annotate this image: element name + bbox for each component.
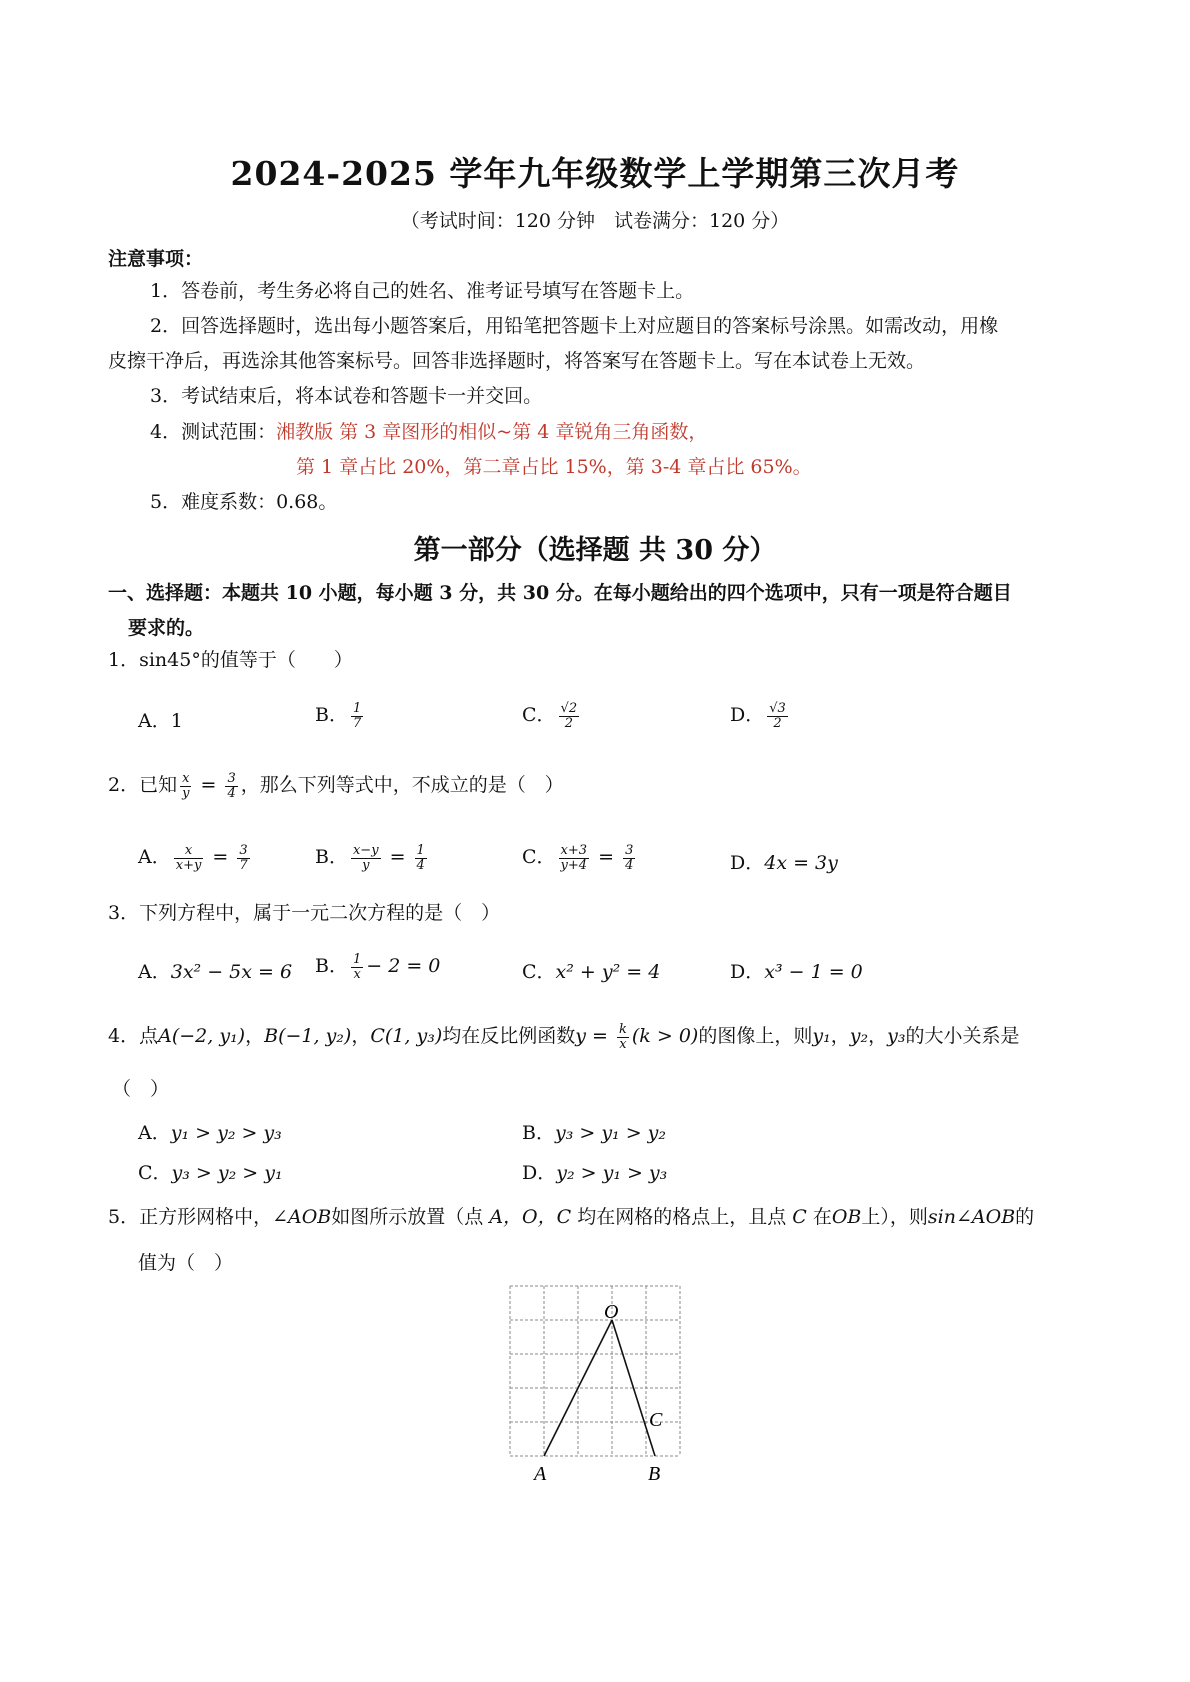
q3-option-d: D．x³ − 1 = 0 — [730, 961, 863, 983]
q1-d-fraction: $\frac{√3}{2}$ — [769, 700, 786, 731]
label-B: B — [648, 1463, 661, 1484]
q2-option-b: B． $\frac{x-y}{y}$ = $\frac{1}{4}$ — [315, 842, 425, 873]
q3-option-a: A．3x² − 5x = 6 — [138, 961, 293, 983]
q2-stem-fraction-2: $\frac{3}{4}$ — [227, 771, 236, 801]
q1-math: sin45° — [139, 649, 201, 671]
q1-option-d: D． $\frac{√3}{2}$ — [730, 700, 786, 731]
exam-subtitle: （考试时间：120 分钟 试卷满分：120 分） — [400, 210, 790, 232]
q4-stem: 4．点A(−2, y₁)，B(−1, y₂)，C(1, y₃)均在反比例函数y = $\frac{k}{x}$ (k > 0)的图像上，则y₁，y₂，y₃的大小关系是 — [108, 1022, 1020, 1052]
q1-c-fraction: $\frac{√2}{2}$ — [560, 700, 578, 731]
q5-stem-line2: 值为（ ） — [138, 1252, 234, 1274]
q1-option-b: B． $\frac{1}{7}$ — [315, 700, 362, 731]
q5-stem-line1: 5．正方形网格中，∠AOB如图所示放置（点 A，O，C 均在网格的格点上，且点 C 在OB上），则sin∠AOB的 — [108, 1206, 1035, 1228]
q1-option-a: A．1 — [138, 710, 183, 732]
label-C: C — [649, 1409, 663, 1431]
notice-item-3: 3．考试结束后，将本试卷和答题卡一并交回。 — [150, 385, 543, 407]
q1-text: 的值等于（ ） — [200, 649, 353, 671]
notice-item-2a: 2．回答选择题时，选出每小题答案后，用铅笔把答题卡上对应题目的答案标号涂黑。如需改动，用橡 — [150, 315, 999, 337]
section-heading-a: 一、选择题：本题共 10 小题，每小题 3 分，共 30 分。在每小题给出的四个选项中，只有一项是符合题目 — [108, 582, 1012, 604]
q4-paren: （ ） — [112, 1078, 170, 1100]
q2-stem-fraction-1: $\frac{x}{y}$ — [182, 771, 190, 801]
segment-OB — [612, 1320, 655, 1456]
q5-grid-figure — [508, 1284, 688, 1484]
q4-option-c: C．y₃ > y₂ > y₁ — [138, 1162, 283, 1184]
notice-item-4-scope: 湘教版 第 3 章图形的相似~第 4 章锐角三角函数， — [276, 421, 708, 443]
q4-option-b: B．y₃ > y₁ > y₂ — [522, 1122, 667, 1144]
notice-item-2b: 皮擦干净后，再选涂其他答案标号。回答非选择题时，将答案写在答题卡上。写在本试卷上无效。 — [108, 350, 926, 372]
q3-option-c: C．x² + y² = 4 — [522, 961, 661, 983]
q1-number: 1． — [108, 649, 140, 671]
notice-item-4-prefix: 4．测试范围： — [150, 421, 277, 443]
q3-option-b: B． $\frac{1}{x}$ − 2 = 0 — [315, 951, 441, 982]
label-A: A — [534, 1463, 547, 1484]
section-heading-b: 要求的。 — [128, 617, 205, 639]
q4-option-a: A．y₁ > y₂ > y₃ — [138, 1122, 282, 1144]
notice-item-5: 5．难度系数：0.68。 — [150, 491, 338, 513]
q3-stem: 3．下列方程中，属于一元二次方程的是（ ） — [108, 902, 501, 924]
q2-option-c: C． $\frac{x+3}{y+4}$ = $\frac{3}{4}$ — [522, 842, 634, 873]
notice-item-1: 1．答卷前，考生务必将自己的姓名、准考证号填写在答题卡上。 — [150, 280, 695, 302]
q2-stem: 2．已知 $\frac{x}{y}$ = $\frac{3}{4}$ ，那么下列等式中，不成立的是（ ） — [108, 771, 564, 801]
q1-b-fraction: $\frac{1}{7}$ — [352, 700, 362, 731]
q2-option-d: D．4x = 3y — [730, 852, 838, 874]
exam-title: 2024-2025 学年九年级数学上学期第三次月考 — [230, 154, 960, 193]
q2-option-a: A． $\frac{x}{x+y}$ = $\frac{3}{7}$ — [138, 842, 248, 873]
notice-item-4 — [150, 421, 707, 444]
q4-option-d: D．y₂ > y₁ > y₃ — [522, 1162, 668, 1184]
q1-option-c: C． $\frac{√2}{2}$ — [522, 700, 578, 731]
label-O: O — [604, 1301, 619, 1323]
notice-item-4-ratio: 第 1 章占比 20%，第二章占比 15%，第 3-4 章占比 65%。 — [296, 456, 812, 478]
notice-heading: 注意事项： — [108, 248, 204, 270]
part1-title: 第一部分（选择题 共 30 分） — [413, 535, 777, 566]
q1-stem — [108, 649, 353, 672]
